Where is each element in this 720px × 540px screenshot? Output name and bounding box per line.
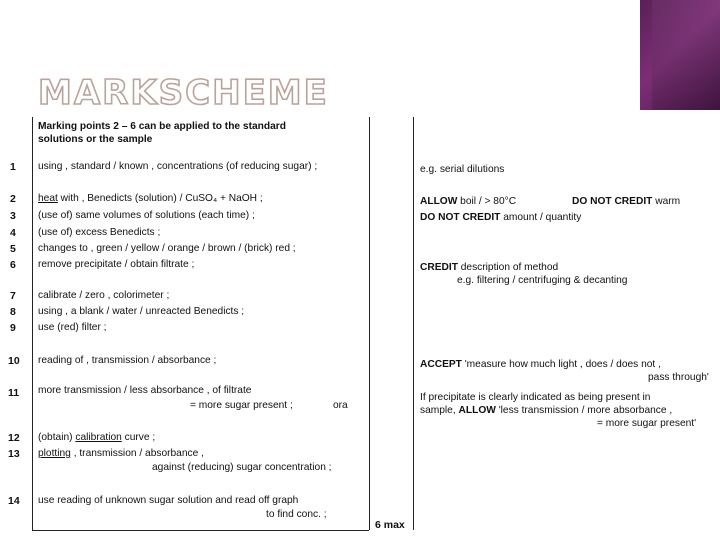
table-border-left: [32, 117, 33, 530]
table-bottom: [32, 530, 369, 531]
guidance-text: DO NOT CREDIT amount / quantity: [420, 212, 582, 223]
row-number: 7: [10, 290, 16, 302]
mark-point-text: remove precipitate / obtain filtrate ;: [38, 259, 195, 270]
row-number: 10: [8, 355, 20, 367]
guidance-text: ALLOW boil / > 80°C: [420, 196, 517, 207]
mark-point-text: heat with , Benedicts (solution) / CuSO₄ + NaOH ;: [38, 193, 263, 204]
row-number: 12: [8, 432, 20, 444]
guidance-text-cont: pass through': [648, 372, 709, 383]
page-title: MARKSCHEME: [38, 73, 329, 113]
mark-point-text: (use of) excess Benedicts ;: [38, 227, 161, 238]
mark-point-text-cont: = more sugar present ;: [190, 400, 293, 411]
row-number: 1: [10, 161, 16, 173]
row-number: 14: [8, 495, 20, 507]
row-number: 8: [10, 306, 16, 318]
mark-point-text: use (red) filter ;: [38, 322, 107, 333]
mark-point-text: (use of) same volumes of solutions (each time) ;: [38, 210, 255, 221]
header-note: [38, 120, 286, 146]
guidance-text: If precipitate is clearly indicated as being present in: [420, 392, 651, 403]
decorative-side-strip: [640, 0, 720, 110]
guidance-text: ACCEPT 'measure how much light , does / does not ,: [420, 359, 661, 370]
header-note-line1: Marking points 2 – 6 can be applied to the standard: [38, 121, 286, 132]
mark-point-text: (obtain) calibration curve ;: [38, 432, 156, 443]
row-number: 9: [10, 322, 16, 334]
row-number: 3: [10, 210, 16, 222]
mark-point-text: using , standard / known , concentrations (of reducing sugar) ;: [38, 161, 318, 172]
guidance-text-cont: sample, ALLOW 'less transmission / more absorbance ,: [420, 405, 673, 416]
mark-point-text-cont: against (reducing) sugar concentration ;: [152, 462, 332, 473]
row-number: 6: [10, 259, 16, 271]
mark-point-text: more transmission / less absorbance , of filtrate: [38, 385, 252, 396]
row-number: 2: [10, 193, 16, 205]
mark-point-text-cont: to find conc. ;: [266, 509, 327, 520]
row-number: 4: [10, 227, 16, 239]
guidance-text: e.g. serial dilutions: [420, 164, 505, 175]
table-divider-1: [369, 117, 370, 530]
row-number: 5: [10, 243, 16, 255]
guidance-text-cont: = more sugar present': [597, 418, 697, 429]
table-divider-2: [413, 117, 414, 530]
row-number: 11: [8, 387, 20, 399]
mark-point-ora: ora: [333, 400, 348, 411]
header-note-line2: solutions or the sample: [38, 134, 153, 145]
mark-point-text: reading of , transmission / absorbance ;: [38, 355, 217, 366]
guidance-text: CREDIT description of method: [420, 262, 559, 273]
guidance-text: DO NOT CREDIT warm: [572, 196, 681, 207]
mark-point-text: use reading of unknown sugar solution and read off graph: [38, 495, 299, 506]
mark-point-text: changes to , green / yellow / orange / brown / (brick) red ;: [38, 243, 296, 254]
mark-point-text: plotting , transmission / absorbance ,: [38, 448, 204, 459]
row-number: 13: [8, 448, 20, 460]
mark-point-text: calibrate / zero , colorimeter ;: [38, 290, 170, 301]
mark-point-text: using , a blank / water / unreacted Benedicts ;: [38, 306, 245, 317]
guidance-text-cont: e.g. filtering / centrifuging & decanting: [457, 275, 628, 286]
max-marks-label: 6 max: [375, 519, 405, 531]
